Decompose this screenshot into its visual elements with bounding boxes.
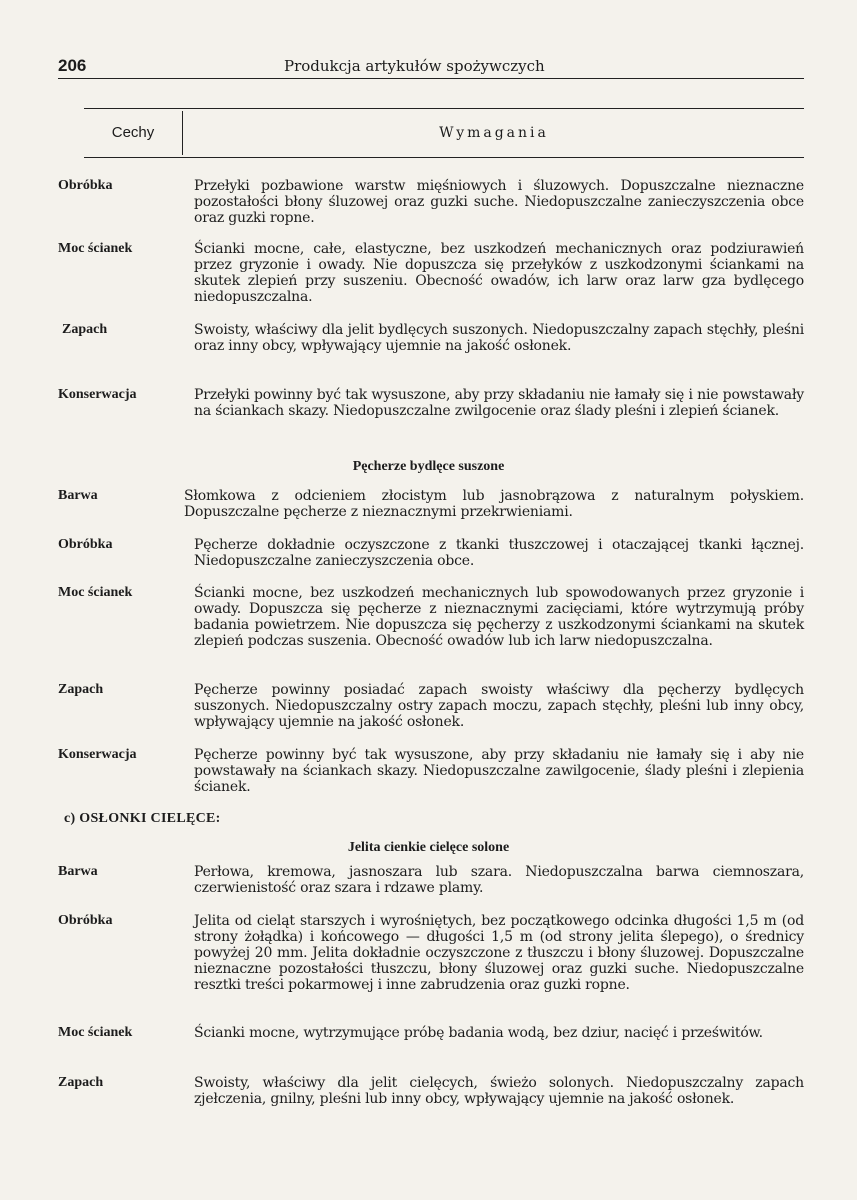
row-text: Pęcherze dokładnie oczyszczone z tkanki tłuszczowej i otaczającej tkanki łącznej. Niedopuszczalne zanieczyszczenia obce. — [194, 537, 804, 569]
page-header — [58, 56, 804, 79]
table-header — [84, 108, 804, 158]
row-text: Pęcherze powinny być tak wysuszone, aby przy składaniu nie łamały się i aby nie powstawały na ściankach skazy. Niedopuszczalne zawilgocenie, ślady pleśni i zlepienia ścianek. — [194, 747, 804, 795]
row-text: Jelita od cieląt starszych i wyrośniętych, bez początkowego odcinka długości 1,5 m (od strony żołądka) i końcowego — długości 1,5 m (od strony jelita ślepego), o średnicy powyżej 20 mm. Jelita dokładnie oczyszczone z tłuszczu i błony śluzowej. Dopuszczalne nieznaczne pozostałości tłuszczu, błony śluzowej oraz guzki suche. Niedopuszczalne resztki treści pokarmowej i inne zabrudzenia oraz guzki ropne. — [194, 913, 804, 993]
subheading: Jelita cienkie cielęce solone — [347, 840, 510, 855]
row-text: Pęcherze powinny posiadać zapach swoisty właściwy dla pęcherzy bydlęcych suszonych. Niedopuszczalny ostry zapach moczu, zapach stęchły, pleśni lub inny obcy, wpływający ujemnie na jakość osłonek. — [194, 682, 804, 730]
row-text: Ścianki mocne, bez uszkodzeń mechanicznych lub spowodowanych przez gryzonie i owady. Dopuszcza się pęcherze z nieznacznymi zacięciami, które wytrzymują próby badania powietrzem. Nie dopuszcza się pęcherzy z uszkodzonymi ściankami na skutek zlepień podczas suszenia. Obecność owadów lub ich larw niedopuszczalna. — [194, 585, 804, 649]
row-text: Ścianki mocne, całe, elastyczne, bez uszkodzeń mechanicznych oraz podziurawień przez gryzonie i owady. Nie dopuszcza się przełyków z uszkodzonymi ściankami na skutek zlepień przy suszeniu. Obecność owadów, ich larw oraz larw gza bydlęcego niedopuszczalna. — [194, 241, 804, 305]
row-label: Barwa — [58, 864, 98, 879]
row-text: Perłowa, kremowa, jasnoszara lub szara. Niedopuszczalna barwa ciemnoszara, czerwienistość oraz szara i rdzawe plamy. — [194, 864, 804, 896]
subheading: Pęcherze bydlęce suszone — [352, 459, 505, 474]
row-text: Słomkowa z odcieniem złocistym lub jasnobrązowa z naturalnym połyskiem. Dopuszczalne pęcherze z nieznacznymi przekrwieniami. — [184, 488, 804, 520]
row-label: Obróbka — [58, 178, 113, 193]
column-divider — [182, 111, 183, 155]
page-number: 206 — [58, 56, 87, 75]
row-text: Przełyki powinny być tak wysuszone, aby przy składaniu nie łamały się i nie powstawały na ściankach skazy. Niedopuszczalne zwilgocenie oraz ślady pleśni i zlepień ścianek. — [194, 387, 804, 419]
row-label: Zapach — [62, 322, 108, 337]
row-label: Moc ścianek — [58, 585, 133, 600]
row-label: Konserwacja — [58, 387, 137, 402]
row-label: Zapach — [58, 682, 104, 697]
running-title: Produkcja artykułów spożywczych — [284, 57, 545, 75]
row-text: Ścianki mocne, wytrzymujące próbę badania wodą, bez dziur, nacięć i prześwitów. — [194, 1025, 763, 1041]
row-label: Zapach — [58, 1075, 104, 1090]
row-label: Konserwacja — [58, 747, 137, 762]
row-text: Swoisty, właściwy dla jelit bydlęcych suszonych. Niedopuszczalny zapach stęchły, pleśni oraz inny obcy, wpływający ujemnie na jakość osłonek. — [194, 322, 804, 354]
row-label: Moc ścianek — [58, 241, 133, 256]
row-label: Obróbka — [58, 913, 113, 928]
row-label: Moc ścianek — [58, 1025, 133, 1040]
column-header-cechy: Cechy — [111, 124, 155, 141]
row-text: Swoisty, właściwy dla jelit cielęcych, świeżo solonych. Niedopuszczalny zapach zjełczenia, gnilny, pleśni lub inny obcy, wpływający ujemnie na jakość osłonek. — [194, 1075, 804, 1107]
row-text: Przełyki pozbawione warstw mięśniowych i śluzowych. Dopuszczalne nieznaczne pozostałości błony śluzowej oraz guzki suche. Niedopuszczalne zanieczyszczenia obce oraz guzki ropne. — [194, 178, 804, 226]
row-label: Obróbka — [58, 537, 113, 552]
row-label: Barwa — [58, 488, 98, 503]
column-header-wymagania: Wymagania — [439, 125, 549, 141]
section-heading: c) OSŁONKI CIELĘCE: — [64, 811, 221, 826]
